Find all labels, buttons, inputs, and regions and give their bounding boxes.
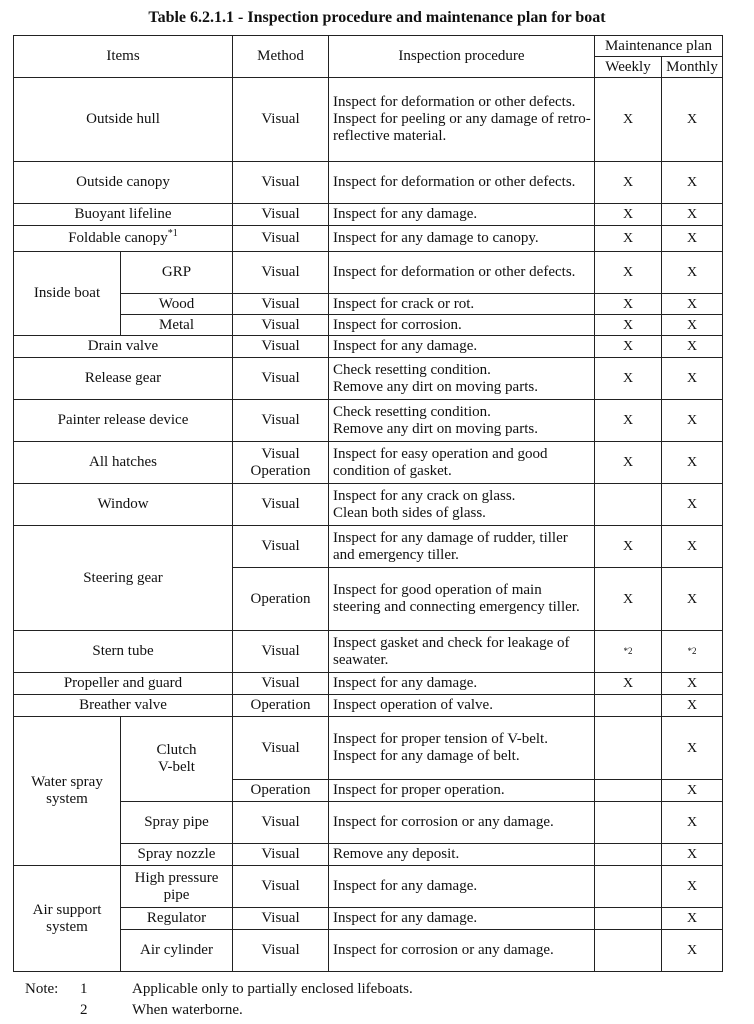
item-cell: GRP (121, 252, 233, 294)
monthly-mark: X (662, 204, 723, 226)
monthly-mark: X (662, 673, 723, 695)
weekly-mark (595, 866, 662, 908)
table-row (14, 226, 723, 252)
item-cell: Clutch V-belt (121, 717, 233, 802)
procedure-cell: Inspect for any damage. (329, 336, 595, 358)
monthly-mark: X (662, 780, 723, 802)
table-row (14, 78, 723, 162)
table-row (14, 358, 723, 400)
procedure-cell: Inspect operation of valve. (329, 695, 595, 717)
table-row (14, 442, 723, 484)
item-cell: Painter release device (14, 400, 233, 442)
procedure-cell: Inspect for deformation or other defects. (329, 162, 595, 204)
weekly-mark: X (595, 358, 662, 400)
table-row (14, 526, 723, 568)
weekly-mark: X (595, 336, 662, 358)
monthly-mark: X (662, 336, 723, 358)
monthly-mark: X (662, 78, 723, 162)
note-number: 1 (80, 981, 88, 997)
method-cell: Visual (233, 802, 329, 844)
monthly-mark: X (662, 358, 723, 400)
monthly-mark: X (662, 695, 723, 717)
method-cell: Visual (233, 315, 329, 336)
item-label: Foldable canopy (68, 230, 168, 246)
monthly-mark: X (662, 162, 723, 204)
weekly-mark (595, 484, 662, 526)
method-cell: Operation (233, 695, 329, 717)
weekly-mark: X (595, 400, 662, 442)
table-row (14, 252, 723, 294)
item-cell: Metal (121, 315, 233, 336)
header-method: Method (233, 36, 329, 78)
monthly-mark: X (662, 844, 723, 866)
monthly-mark: X (662, 484, 723, 526)
group-cell: Air support system (14, 866, 121, 972)
method-cell: Visual (233, 844, 329, 866)
table-row (14, 717, 723, 780)
procedure-cell: Check resetting condition. Remove any dirt on moving parts. (329, 358, 595, 400)
method-cell: Visual (233, 631, 329, 673)
item-cell: Window (14, 484, 233, 526)
method-cell: Visual (233, 930, 329, 972)
method-cell: Visual (233, 294, 329, 315)
procedure-cell: Inspect for deformation or other defects. (329, 252, 595, 294)
weekly-mark (595, 780, 662, 802)
table-row (14, 866, 723, 908)
header-weekly: Weekly (595, 57, 662, 78)
procedure-cell: Inspect for proper operation. (329, 780, 595, 802)
monthly-mark: X (662, 400, 723, 442)
item-cell: All hatches (14, 442, 233, 484)
method-cell: Visual (233, 526, 329, 568)
note-label: Note: (25, 981, 59, 997)
procedure-cell: Inspect for any damage. (329, 204, 595, 226)
table-row (14, 802, 723, 844)
item-cell: Breather valve (14, 695, 233, 717)
procedure-cell: Inspect for any crack on glass. Clean both sides of glass. (329, 484, 595, 526)
monthly-mark: X (662, 315, 723, 336)
method-cell: Visual (233, 484, 329, 526)
table-row (14, 908, 723, 930)
item-cell (14, 226, 233, 252)
table-row (14, 294, 723, 315)
group-cell: Water spray system (14, 717, 121, 866)
note-text: When waterborne. (132, 1002, 243, 1018)
procedure-cell: Inspect for any damage. (329, 908, 595, 930)
weekly-mark: *2 (595, 631, 662, 673)
method-cell: Visual (233, 78, 329, 162)
item-cell: Spray pipe (121, 802, 233, 844)
table-row (14, 204, 723, 226)
procedure-cell: Inspect for any damage. (329, 866, 595, 908)
table-row (14, 673, 723, 695)
item-cell: Spray nozzle (121, 844, 233, 866)
weekly-mark (595, 802, 662, 844)
weekly-mark: X (595, 294, 662, 315)
procedure-cell: Inspect for any damage of rudder, tiller and emergency tiller. (329, 526, 595, 568)
method-cell: Visual (233, 400, 329, 442)
weekly-mark: X (595, 204, 662, 226)
weekly-mark (595, 908, 662, 930)
item-cell: Steering gear (14, 526, 233, 631)
procedure-cell: Inspect for any damage. (329, 673, 595, 695)
procedure-cell: Inspect for deformation or other defects. Inspect for peeling or any damage of retro-reflective material. (329, 78, 595, 162)
monthly-mark: X (662, 717, 723, 780)
procedure-cell: Remove any deposit. (329, 844, 595, 866)
monthly-mark: X (662, 802, 723, 844)
method-cell: Visual (233, 673, 329, 695)
monthly-mark: *2 (662, 631, 723, 673)
header-procedure: Inspection procedure (329, 36, 595, 78)
item-cell: Outside canopy (14, 162, 233, 204)
method-cell: Visual (233, 866, 329, 908)
procedure-cell: Inspect for easy operation and good condition of gasket. (329, 442, 595, 484)
item-cell: Outside hull (14, 78, 233, 162)
item-cell: High pressure pipe (121, 866, 233, 908)
procedure-cell: Check resetting condition. Remove any dirt on moving parts. (329, 400, 595, 442)
table-row (14, 315, 723, 336)
monthly-mark: X (662, 908, 723, 930)
monthly-mark: X (662, 226, 723, 252)
table-row (14, 695, 723, 717)
monthly-mark: X (662, 442, 723, 484)
procedure-cell: Inspect for good operation of main steering and connecting emergency tiller. (329, 568, 595, 631)
method-cell: Visual (233, 162, 329, 204)
item-cell: Wood (121, 294, 233, 315)
procedure-cell: Inspect for proper tension of V-belt. Inspect for any damage of belt. (329, 717, 595, 780)
table-row (14, 484, 723, 526)
header-maintenance-plan: Maintenance plan (595, 36, 723, 57)
monthly-mark: X (662, 930, 723, 972)
footnote-ref: *1 (167, 228, 178, 239)
table-row (14, 162, 723, 204)
item-cell: Propeller and guard (14, 673, 233, 695)
note-number: 2 (80, 1002, 88, 1018)
monthly-mark: X (662, 252, 723, 294)
table-row (14, 844, 723, 866)
item-cell: Air cylinder (121, 930, 233, 972)
method-cell: Visual Operation (233, 442, 329, 484)
note-text: Applicable only to partially enclosed lifeboats. (132, 981, 413, 997)
table-row (14, 930, 723, 972)
item-cell: Buoyant lifeline (14, 204, 233, 226)
item-cell: Release gear (14, 358, 233, 400)
method-cell: Operation (233, 780, 329, 802)
procedure-cell: Inspect for any damage to canopy. (329, 226, 595, 252)
weekly-mark: X (595, 226, 662, 252)
monthly-mark: X (662, 294, 723, 315)
table-row (14, 631, 723, 673)
procedure-cell: Inspect for corrosion. (329, 315, 595, 336)
header-monthly: Monthly (662, 57, 723, 78)
weekly-mark (595, 930, 662, 972)
weekly-mark: X (595, 252, 662, 294)
inspection-table (13, 35, 723, 972)
monthly-mark: X (662, 568, 723, 631)
method-cell: Visual (233, 204, 329, 226)
item-cell: Drain valve (14, 336, 233, 358)
item-cell: Stern tube (14, 631, 233, 673)
method-cell: Visual (233, 358, 329, 400)
procedure-cell: Inspect for corrosion or any damage. (329, 930, 595, 972)
weekly-mark: X (595, 315, 662, 336)
monthly-mark: X (662, 526, 723, 568)
weekly-mark (595, 695, 662, 717)
item-cell: Regulator (121, 908, 233, 930)
method-cell: Visual (233, 908, 329, 930)
weekly-mark (595, 844, 662, 866)
method-cell: Operation (233, 568, 329, 631)
weekly-mark: X (595, 526, 662, 568)
procedure-cell: Inspect for corrosion or any damage. (329, 802, 595, 844)
weekly-mark: X (595, 673, 662, 695)
weekly-mark: X (595, 442, 662, 484)
weekly-mark (595, 717, 662, 780)
method-cell: Visual (233, 717, 329, 780)
weekly-mark: X (595, 568, 662, 631)
group-cell: Inside boat (14, 252, 121, 336)
method-cell: Visual (233, 336, 329, 358)
header-items: Items (14, 36, 233, 78)
table-row (14, 400, 723, 442)
procedure-cell: Inspect gasket and check for leakage of seawater. (329, 631, 595, 673)
weekly-mark: X (595, 162, 662, 204)
table-row (14, 336, 723, 358)
monthly-mark: X (662, 866, 723, 908)
table-title: Table 6.2.1.1 - Inspection procedure and maintenance plan for boat (148, 9, 606, 26)
weekly-mark: X (595, 78, 662, 162)
method-cell: Visual (233, 252, 329, 294)
procedure-cell: Inspect for crack or rot. (329, 294, 595, 315)
method-cell: Visual (233, 226, 329, 252)
